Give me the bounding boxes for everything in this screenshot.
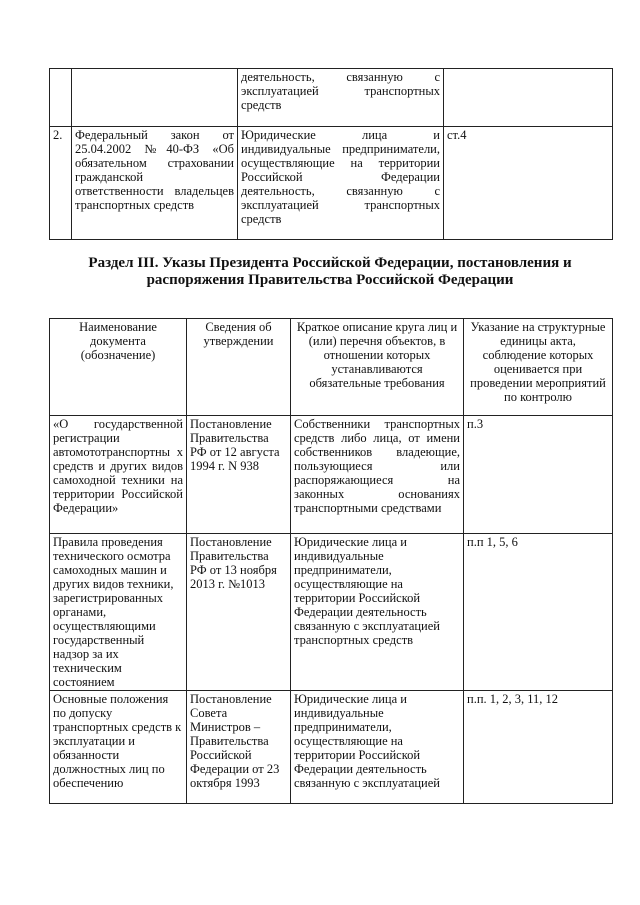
document-name: Основные положения по допуску транспортных средств к эксплуатации и обязанности должностных лиц по обеспечению — [50, 691, 187, 804]
document-name — [72, 69, 238, 127]
column-header-description: Краткое описание круга лиц и (или) перечня объектов, в отношении которых устанавливаются обязательные требования — [291, 319, 464, 416]
table-header-row — [50, 319, 613, 416]
structural-units: ст.4 — [444, 127, 613, 240]
structural-units: п.п. 1, 2, 3, 11, 12 — [464, 691, 613, 804]
structural-units: п.п 1, 5, 6 — [464, 534, 613, 691]
table-row — [50, 127, 613, 240]
document-name: «О государственной регистрации автомототранспортны х средств и других видов самоходной техники на территории Российской Федерации» — [50, 416, 187, 534]
persons-description: Собственники транспортных средств либо лица, от имени собственников владеющие, пользующиеся или распоряжающиеся на законных основаниях транспортными средствами — [291, 416, 464, 534]
table-row — [50, 534, 613, 691]
approval-info: Постановление Правительства РФ от 12 августа 1994 г. N 938 — [187, 416, 291, 534]
approval-info: Постановление Совета Министров – Правительства Российской Федерации от 23 октября 1993 — [187, 691, 291, 804]
row-number: 2. — [50, 127, 72, 240]
column-header-approval: Сведения об утверждении — [187, 319, 291, 416]
persons-description: Юридические лица и индивидуальные предприниматели, осуществляющие на территории Российской Федерации деятельность, связанную с эксплуатацией транспортных средств — [238, 127, 444, 240]
persons-description: деятельность, связанную с эксплуатацией транспортных средств — [238, 69, 444, 127]
structural-units: п.3 — [464, 416, 613, 534]
persons-description: Юридические лица и индивидуальные предприниматели, осуществляющие на территории Российской Федерации деятельность связанную с эксплуатацией транспортных средств — [291, 534, 464, 691]
row-number — [50, 69, 72, 127]
document-name: Правила проведения технического осмотра самоходных машин и других видов техники, зарегистрированных органами, осуществляющими государственный надзор за их техническим состоянием — [50, 534, 187, 691]
legal-acts-table-continued — [49, 68, 613, 240]
structural-units — [444, 69, 613, 127]
section-title: Раздел III. Указы Президента Российской Федерации, постановления и распоряжения Правительства Российской Федерации — [88, 255, 572, 288]
table-row — [50, 69, 613, 127]
persons-description: Юридические лица и индивидуальные предприниматели, осуществляющие на территории Российской Федерации деятельность связанную с эксплуатацией — [291, 691, 464, 804]
document-name: Федеральный закон от 25.04.2002 №40-ФЗ «Об обязательном страховании гражданской ответственности владельцев транспортных средств — [72, 127, 238, 240]
table-row — [50, 691, 613, 804]
government-acts-table — [49, 318, 613, 804]
column-header-name: Наименование документа (обозначение) — [50, 319, 187, 416]
approval-info: Постановление Правительства РФ от 13 ноября 2013 г. №1013 — [187, 534, 291, 691]
column-header-reference: Указание на структурные единицы акта, соблюдение которых оценивается при проведении мероприятий по контролю — [464, 319, 613, 416]
table-row — [50, 416, 613, 534]
